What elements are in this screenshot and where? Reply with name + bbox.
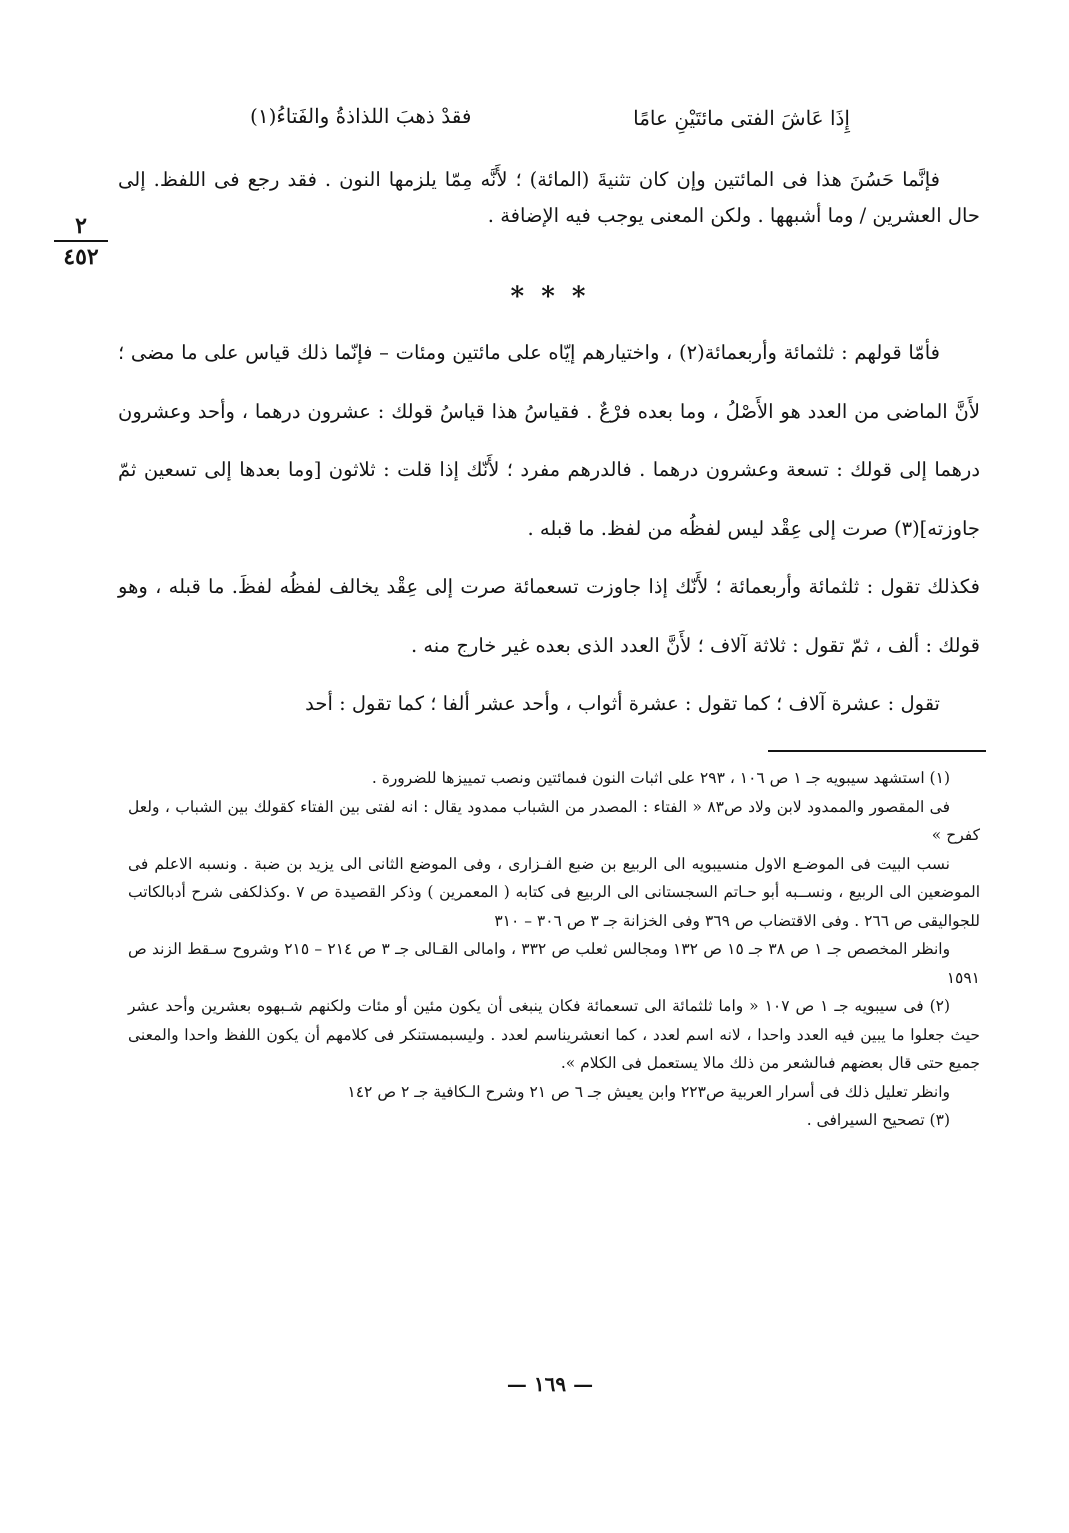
footnote: وانظر تعليل ذلك فى أسرار العربية ص٢٢٣ وابن يعيش جـ ٦ ص ٢١ وشرح الـكافية جـ ٢ ص ١٤٢ bbox=[347, 1082, 950, 1101]
margin-rule bbox=[54, 240, 108, 242]
verse-first-hemistich: إِذَا عَاشَ الفتى مائتَيْنِ عامًا bbox=[633, 106, 850, 130]
page-number: — ١٦٩ — bbox=[506, 1372, 594, 1396]
footnote-separator-rule bbox=[768, 750, 986, 752]
paragraph: تقول : عشرة آلاف ؛ كما تقول : عشرة أثواب ، وأحد عشر ألفا ؛ كما تقول : أحد bbox=[305, 692, 940, 715]
margin-volume-number: ٢ bbox=[75, 213, 87, 239]
verse-second-hemistich: فقدْ ذهبَ اللذاذةُ والفَتاءُ(١) bbox=[250, 104, 472, 128]
main-text-top bbox=[118, 162, 980, 234]
paragraph: فأمّا قولهم : ثلثمائة وأربعمائة(٢) ، واختيارهم إيّاه على مائتين ومئات – فإنّما ذلك قياس على ما مضى ؛ لأَنَّ الماضى من العدد هو الأَصْلُ ، وما بعده فرْعٌ . فقياسُ هذا قياسُ قولك : عشرون درهما ، وأحد وعشرون درهما إلى قولك : تسعة وعشرون درهما . فالدرهم مفرد ؛ لأَنّك إذا قلت : ثلاثون [وما بعدها إلى تسعين ثمّ جاوزته](٣) صرت إلى عِقْد ليس لفظُه من لفظ. ما قبله . bbox=[118, 341, 980, 540]
section-separator-stars: * * * bbox=[510, 282, 590, 312]
footnote: نسب البيت فى الموضـع الاول منسيبويه الى الربيع بن ضبع الفـزارى ، وفى الموضع الثانى الى يزيد بن ضبة . ونسبه الاعلم فى الموضعين الى الربيع ، ونســبه أبو حـاتم السجستانى الى الربيع فى كتابه ( المعمرين ) وذكر القصيدة ص ٧ .وكذلكفى شرح أدبالكاتب للجواليقى ص ٢٦٦ . وفى الاقتضاب ص ٣٦٩ وفى الخزانة جـ ٣ ص ٣٠٦ – ٣١٠ bbox=[128, 854, 980, 930]
footnote: (٢) فى سيبويه جـ ١ ص ١٠٧ « واما ثلثمائة الى تسعمائة فكان ينبغى أن يكون مئين أو مئات ولكنهم شـبهوه بعشرين وأحد عشر حيث جعلوا ما يبين فيه العدد واحدا ، لانه اسم لعدد ، كما انعشريناسم لعدد . وليسبمستنكر فى كلامهم أن يكون اللفظ واحدا والمعنى جميع حتى قال بعضهم فىالشعر من ذلك مالا يستعمل فى الكلام ». bbox=[128, 997, 980, 1072]
margin-page-reference bbox=[48, 214, 114, 270]
footnote: (٣) تصحيح السيرافى . bbox=[806, 1111, 950, 1129]
footnote: فى المقصور والممدود لابن ولاد ص٨٣ « الفتاء : المصدر من الشباب ممدود يقال : انه لفتى بين الفتاء كقولك بين الشباب ، ولعل كفرح » bbox=[128, 797, 980, 844]
margin-page-number: ٤٥٢ bbox=[63, 244, 99, 270]
footnote: (١) استشهد سيبويه جـ ١ ص ١٠٦ ، ٢٩٣ على اثبات النون فىمائتين ونصب تمييزها للضرورة . bbox=[371, 769, 950, 787]
footnote: وانظر المخصص جـ ١ ص ٣٨ جـ ١٥ ص ١٣٢ ومجالس ثعلب ص ٣٣٢ ، وامالى القـالى جـ ٣ ص ٢١٤ – ٢١٥ وشروح سـقط الزند ص ١٥٩١ bbox=[128, 940, 980, 987]
main-text-body bbox=[118, 324, 980, 734]
footnotes bbox=[128, 764, 980, 1135]
poetry-verse bbox=[250, 100, 850, 144]
paragraph: فإنَّما حَسُنَ هذا فى المائتين وإن كان تثنيةَ (المائة) ؛ لأَنَّه مِمّا يلزمها النون . فقد رجع فى اللفظ. إلى حال العشرين / وما أشبهها . ولكن المعنى يوجب فيه الإضافة . bbox=[118, 168, 980, 227]
paragraph: فكذلك تقول : ثلثمائة وأربعمائة ؛ لأَنّك إذا جاوزت تسعمائة صرت إلى عِقْد يخالف لفظُه لفظَ. ما قبله ، وهو قولك : ألف ، ثمّ تقول : ثلاثة آلاف ؛ لأَنَّ العدد الذى بعده غير خارج منه . bbox=[118, 575, 980, 657]
